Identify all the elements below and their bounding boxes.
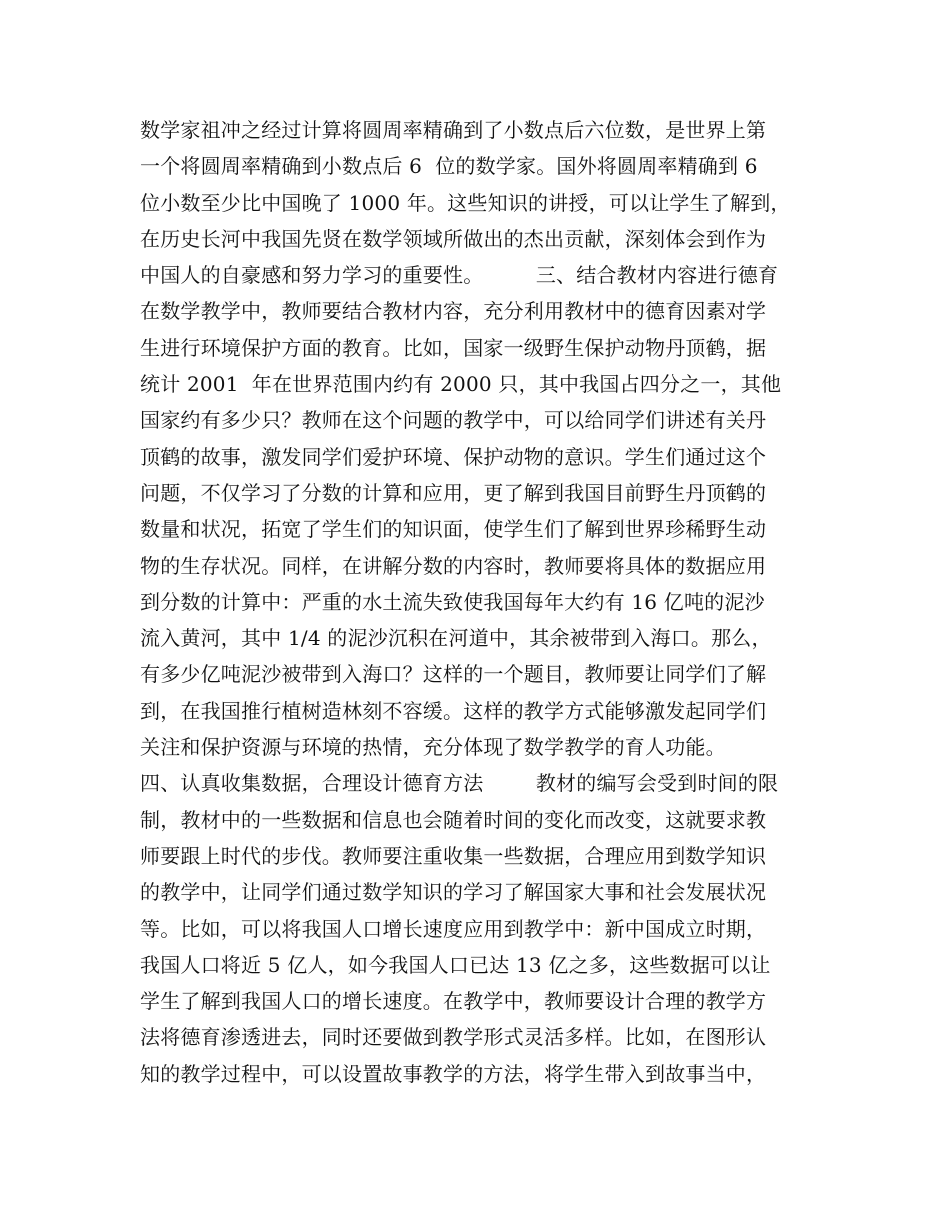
text-line: 物的生存状况。同样，在讲解分数的内容时，教师要将具体的数据应用	[140, 553, 767, 578]
text-line: 在历史长河中我国先贤在数学领域所做出的杰出贡献，深刻体会到作为	[140, 226, 767, 251]
text-line: 问题，不仅学习了分数的计算和应用，更了解到我国目前野生丹顶鹤的	[140, 480, 767, 505]
text-line: 流入黄河，其中 1/4 的泥沙沉积在河道中，其余被带到入海口。那么，	[140, 626, 772, 651]
text-line: 统计 2001 年在世界范围内约有 2000 只，其中我国占四分之一，其他	[140, 372, 782, 397]
text-line: 制，教材中的一些数据和信息也会随着时间的变化而改变，这就要求教	[140, 807, 767, 832]
text-line: 位小数至少比中国晚了 1000 年。这些知识的讲授，可以让学生了解到，	[140, 190, 791, 215]
text-line: 有多少亿吨泥沙被带到入海口？这样的一个题目，教师要让同学们了解	[140, 662, 767, 687]
text-line: 四、认真收集数据，合理设计德育方法 教材的编写会受到时间的限	[140, 771, 779, 796]
text-line: 的教学中，让同学们通过数学知识的学习了解国家大事和社会发展状况	[140, 880, 767, 905]
text-line: 生进行环境保护方面的教育。比如，国家一级野生保护动物丹顶鹤，据	[140, 335, 767, 360]
text-line: 到分数的计算中：严重的水土流失致使我国每年大约有 16 亿吨的泥沙	[140, 589, 765, 614]
text-line: 顶鹤的故事，激发同学们爱护环境、保护动物的意识。学生们通过这个	[140, 444, 767, 469]
text-line: 中国人的自豪感和努力学习的重要性。 三、结合教材内容进行德育	[140, 263, 779, 288]
text-line: 一个将圆周率精确到小数点后 6 位的数学家。国外将圆周率精确到 6	[140, 154, 758, 179]
text-line: 我国人口将近 5 亿人，如今我国人口已达 13 亿之多，这些数据可以让	[140, 952, 771, 977]
text-line: 关注和保护资源与环境的热情，充分体现了数学教学的育人功能。	[140, 735, 726, 760]
text-line: 数学家祖冲之经过计算将圆周率精确到了小数点后六位数，是世界上第	[140, 118, 767, 142]
text-line: 知的教学过程中，可以设置故事教学的方法，将学生带入到故事当中，	[140, 1061, 767, 1086]
text-line: 等。比如，可以将我国人口增长速度应用到教学中：新中国成立时期，	[140, 916, 767, 941]
text-line: 数量和状况，拓宽了学生们的知识面，使学生们了解到世界珍稀野生动	[140, 517, 767, 542]
text-line: 国家约有多少只？教师在这个问题的教学中，可以给同学们讲述有关丹	[140, 408, 767, 433]
text-line: 学生了解到我国人口的增长速度。在教学中，教师要设计合理的教学方	[140, 989, 767, 1014]
text-line: 到，在我国推行植树造林刻不容缓。这样的教学方式能够激发起同学们	[140, 698, 767, 723]
text-line: 法将德育渗透进去，同时还要做到教学形式灵活多样。比如，在图形认	[140, 1025, 767, 1050]
body-text	[140, 112, 840, 1092]
text-line: 在数学教学中，教师要结合教材内容，充分利用教材中的德育因素对学	[140, 299, 767, 324]
text-line: 师要跟上时代的步伐。教师要注重收集一些数据，合理应用到数学知识	[140, 843, 767, 868]
